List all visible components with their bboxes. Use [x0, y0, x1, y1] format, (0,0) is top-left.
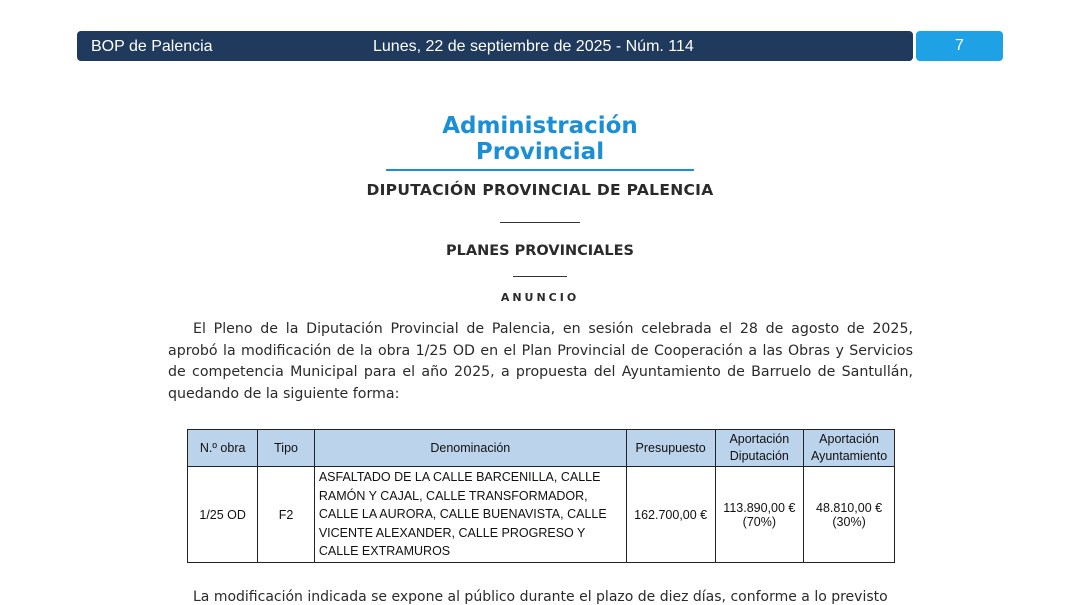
notice-label: ANUNCIO [500, 291, 580, 304]
trailing-text: La modificación indicada se expone al público durante el plazo de diez días, conforme a lo previsto [193, 589, 888, 605]
col-tipo: Tipo [258, 430, 315, 467]
col-aport-ayto-line2: Ayuntamiento [810, 449, 888, 463]
header-bar [77, 31, 913, 61]
col-presupuesto: Presupuesto [626, 430, 715, 467]
aport-dip-pct: (70%) [742, 514, 776, 529]
body-paragraph: El Pleno de la Diputación Provincial de Palencia, en sesión celebrada el 28 de agosto de 2025, aprobó la modificación de la obra 1/25 OD en el Plan Provincial de Cooperación a las Obras y Servicios de competencia Municipal para el año 2025, a propuesta del Ayuntamiento de Barruelo de Santullán, quedando de la siguiente forma: [168, 321, 913, 402]
col-aport-dip-line1: Aportación [729, 432, 790, 446]
page-number: 7 [916, 31, 1003, 61]
cell-denominacion: ASFALTADO DE LA CALLE BARCENILLA, CALLE RAMÓN Y CAJAL, CALLE TRANSFORMADOR, CALLE LA AURORA, CALLE BUENAVISTA, CALLE VICENTE ALEXANDER, CALLE PROGRESO Y CALLE EXTRAMUROS [314, 467, 626, 563]
plan-title: PLANES PROVINCIALES [446, 243, 634, 259]
col-aport-dip-line2: Diputación [729, 449, 789, 463]
cell-tipo: F2 [258, 467, 315, 563]
divider [500, 222, 580, 223]
table-row [188, 467, 895, 563]
aport-dip-amount: 113.890,00 € [723, 500, 796, 515]
aport-ayto-pct: (30%) [832, 514, 866, 529]
cell-aport-dip [715, 467, 804, 563]
cell-presupuesto: 162.700,00 € [626, 467, 715, 563]
issue-date: Lunes, 22 de septiembre de 2025 - Núm. 114 [373, 38, 694, 55]
organization-title: DIPUTACIÓN PROVINCIAL DE PALENCIA [366, 181, 714, 199]
col-aport-ayto [804, 430, 895, 467]
section-title: Administración Provincial [386, 113, 694, 171]
works-table [187, 429, 895, 563]
aport-ayto-amount: 48.810,00 € [816, 500, 883, 515]
col-denominacion: Denominación [314, 430, 626, 467]
col-aport-ayto-line1: Aportación [819, 432, 879, 446]
divider [513, 276, 567, 277]
col-num: N.º obra [188, 430, 258, 467]
publication-name: BOP de Palencia [91, 38, 213, 55]
cell-num: 1/25 OD [188, 467, 258, 563]
col-aport-dip [715, 430, 804, 467]
table-header-row [188, 430, 895, 467]
cell-aport-ayto [804, 467, 895, 563]
